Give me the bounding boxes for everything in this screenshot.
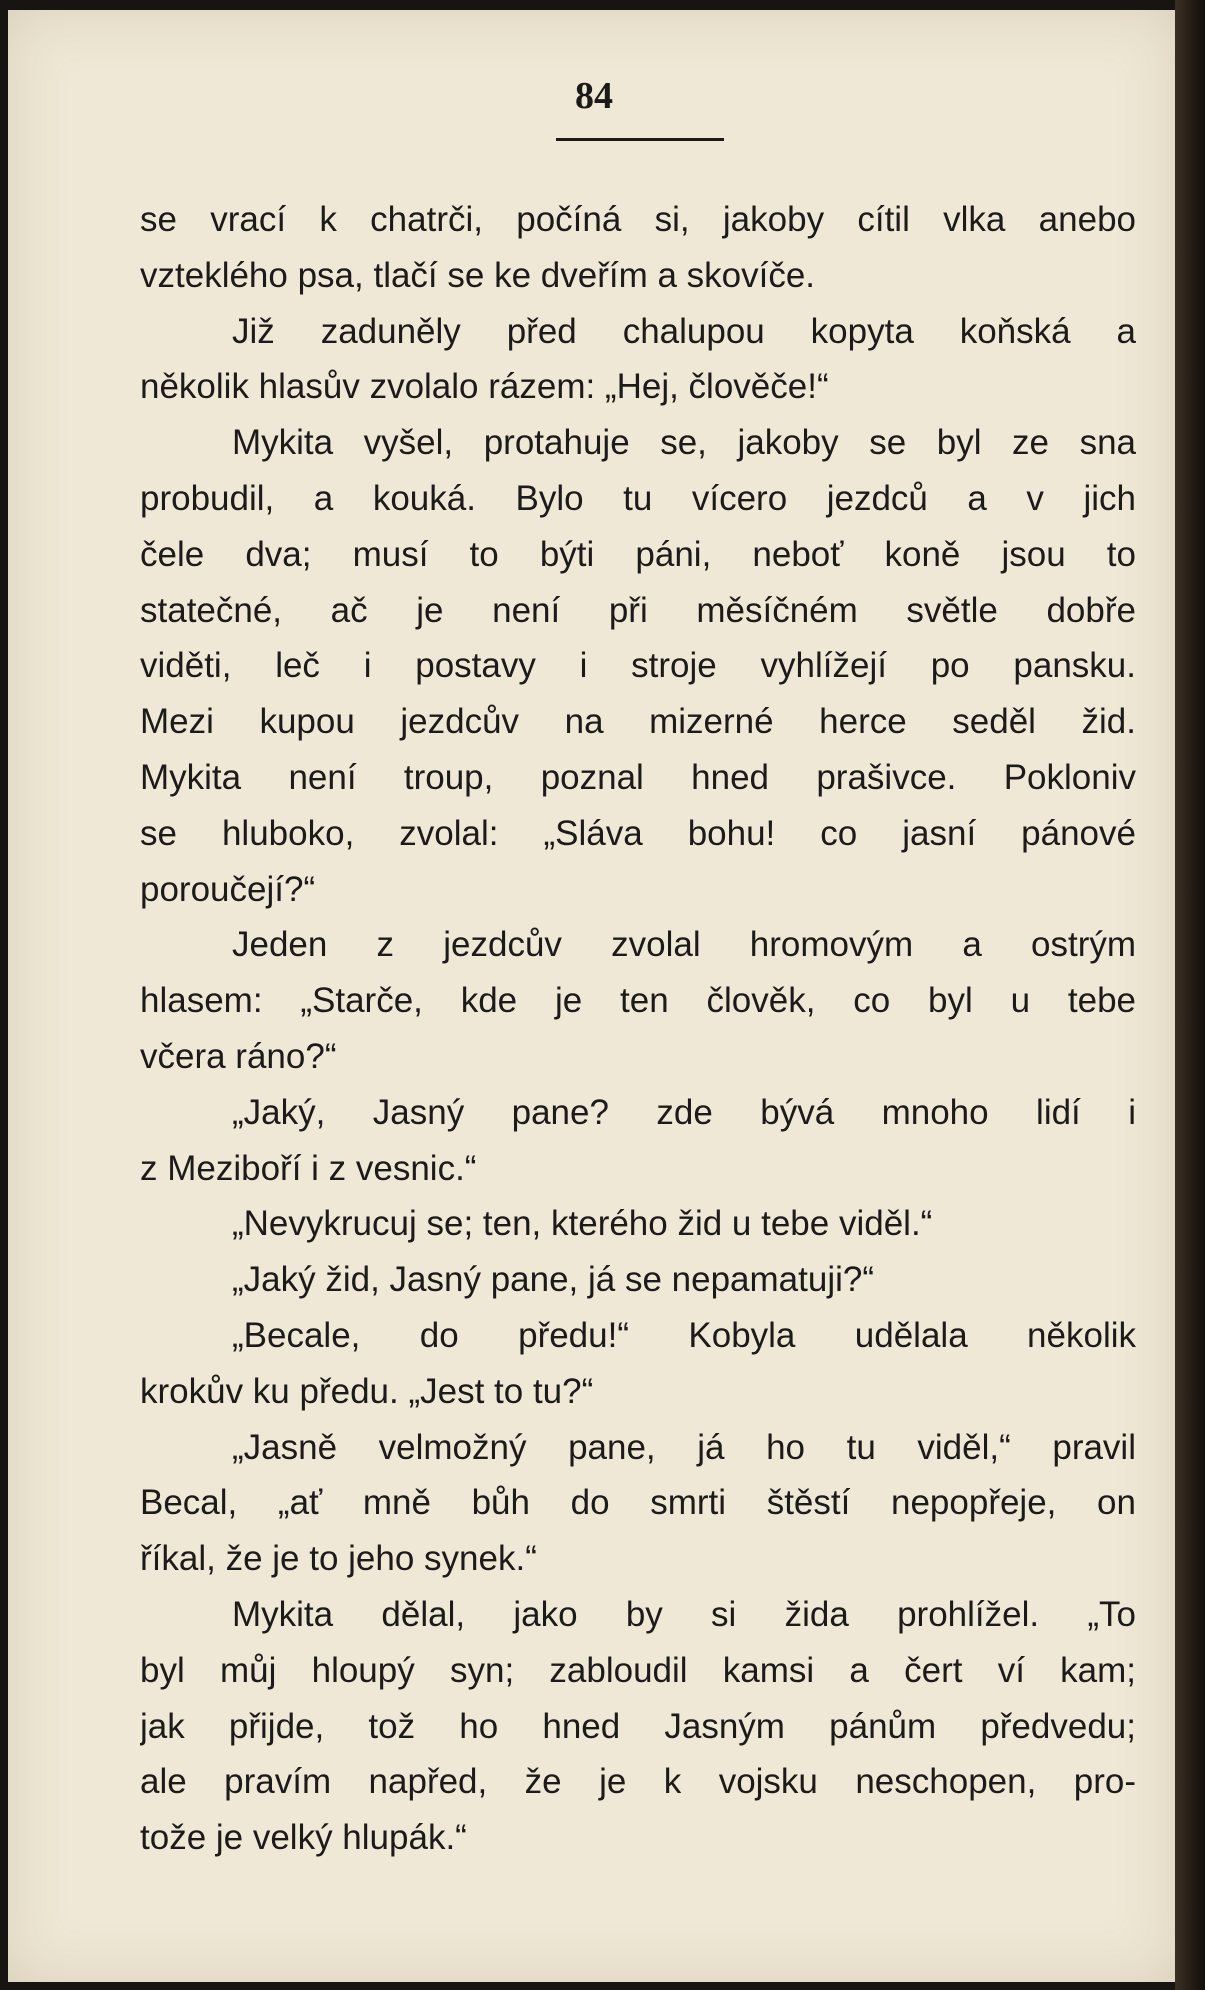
page-number: 84 [575, 75, 613, 117]
text-line: „Jaký, Jasný pane? zde bývá mnoho lidí i [232, 1092, 1136, 1132]
text-line: jak přijde, tož ho hned Jasným pánům předvedu; [140, 1706, 1136, 1746]
text-line: několik hlasův zvolalo rázem: „Hej, člověče!“ [140, 367, 829, 407]
page-text [140, 192, 1136, 1866]
book-gutter [1175, 0, 1205, 1990]
text-line: se vrací k chatrči, počíná si, jakoby cítil vlka anebo [140, 200, 1136, 239]
text-line: tože je velký hlupák.“ [140, 1818, 467, 1858]
text-line: „Jaký žid, Jasný pane, já se nepamatuji?“ [232, 1260, 874, 1300]
text-line: Mezi kupou jezdcův na mizerné herce seděl žid. [140, 702, 1136, 742]
text-line: z Meziboří i z vesnic.“ [140, 1148, 477, 1188]
text-line: Mykita dělal, jako by si žida prohlížel. „To [232, 1594, 1136, 1634]
text-line: krokův ku předu. „Jest to tu?“ [140, 1371, 594, 1411]
text-line: včera ráno?“ [140, 1036, 337, 1076]
text-line: byl můj hloupý syn; zabloudil kamsi a čert ví kam; [140, 1650, 1136, 1690]
page-number-rule [556, 138, 724, 141]
text-line: viděti, leč i postavy i stroje vyhlížejí po pansku. [140, 646, 1136, 686]
text-line: se hluboko, zvolal: „Sláva bohu! co jasní pánové [140, 813, 1136, 853]
text-line: Becal, „ať mně bůh do smrti štěstí nepopřeje, on [140, 1483, 1136, 1523]
text-line: Již zaduněly před chalupou kopyta koňská a [232, 311, 1136, 351]
text-line: statečné, ač je není při měsíčném světle dobře [140, 590, 1136, 630]
text-line: ale pravím napřed, že je k vojsku neschopen, pro- [140, 1762, 1136, 1802]
text-line: „Nevykrucuj se; ten, kterého žid u tebe viděl.“ [232, 1204, 933, 1244]
text-line: Mykita není troup, poznal hned prašivce. Pokloniv [140, 757, 1136, 797]
text-line: čele dva; musí to býti páni, neboť koně jsou to [140, 534, 1136, 574]
book-page [8, 10, 1176, 1982]
text-line: „Becale, do předu!“ Kobyla udělala několik [232, 1315, 1136, 1355]
text-line: říkal, že je to jeho synek.“ [140, 1539, 537, 1579]
text-line: Jeden z jezdcův zvolal hromovým a ostrým [232, 925, 1136, 965]
text-line: probudil, a kouká. Bylo tu vícero jezdců a v jich [140, 478, 1136, 518]
text-line: poroučejí?“ [140, 869, 316, 909]
text-line: Mykita vyšel, protahuje se, jakoby se byl ze sna [232, 423, 1136, 463]
text-line: hlasem: „Starče, kde je ten člověk, co byl u tebe [140, 981, 1136, 1021]
text-line: „Jasně velmožný pane, já ho tu viděl,“ pravil [232, 1427, 1136, 1467]
text-line: vzteklého psa, tlačí se ke dveřím a skovíče. [140, 255, 816, 295]
